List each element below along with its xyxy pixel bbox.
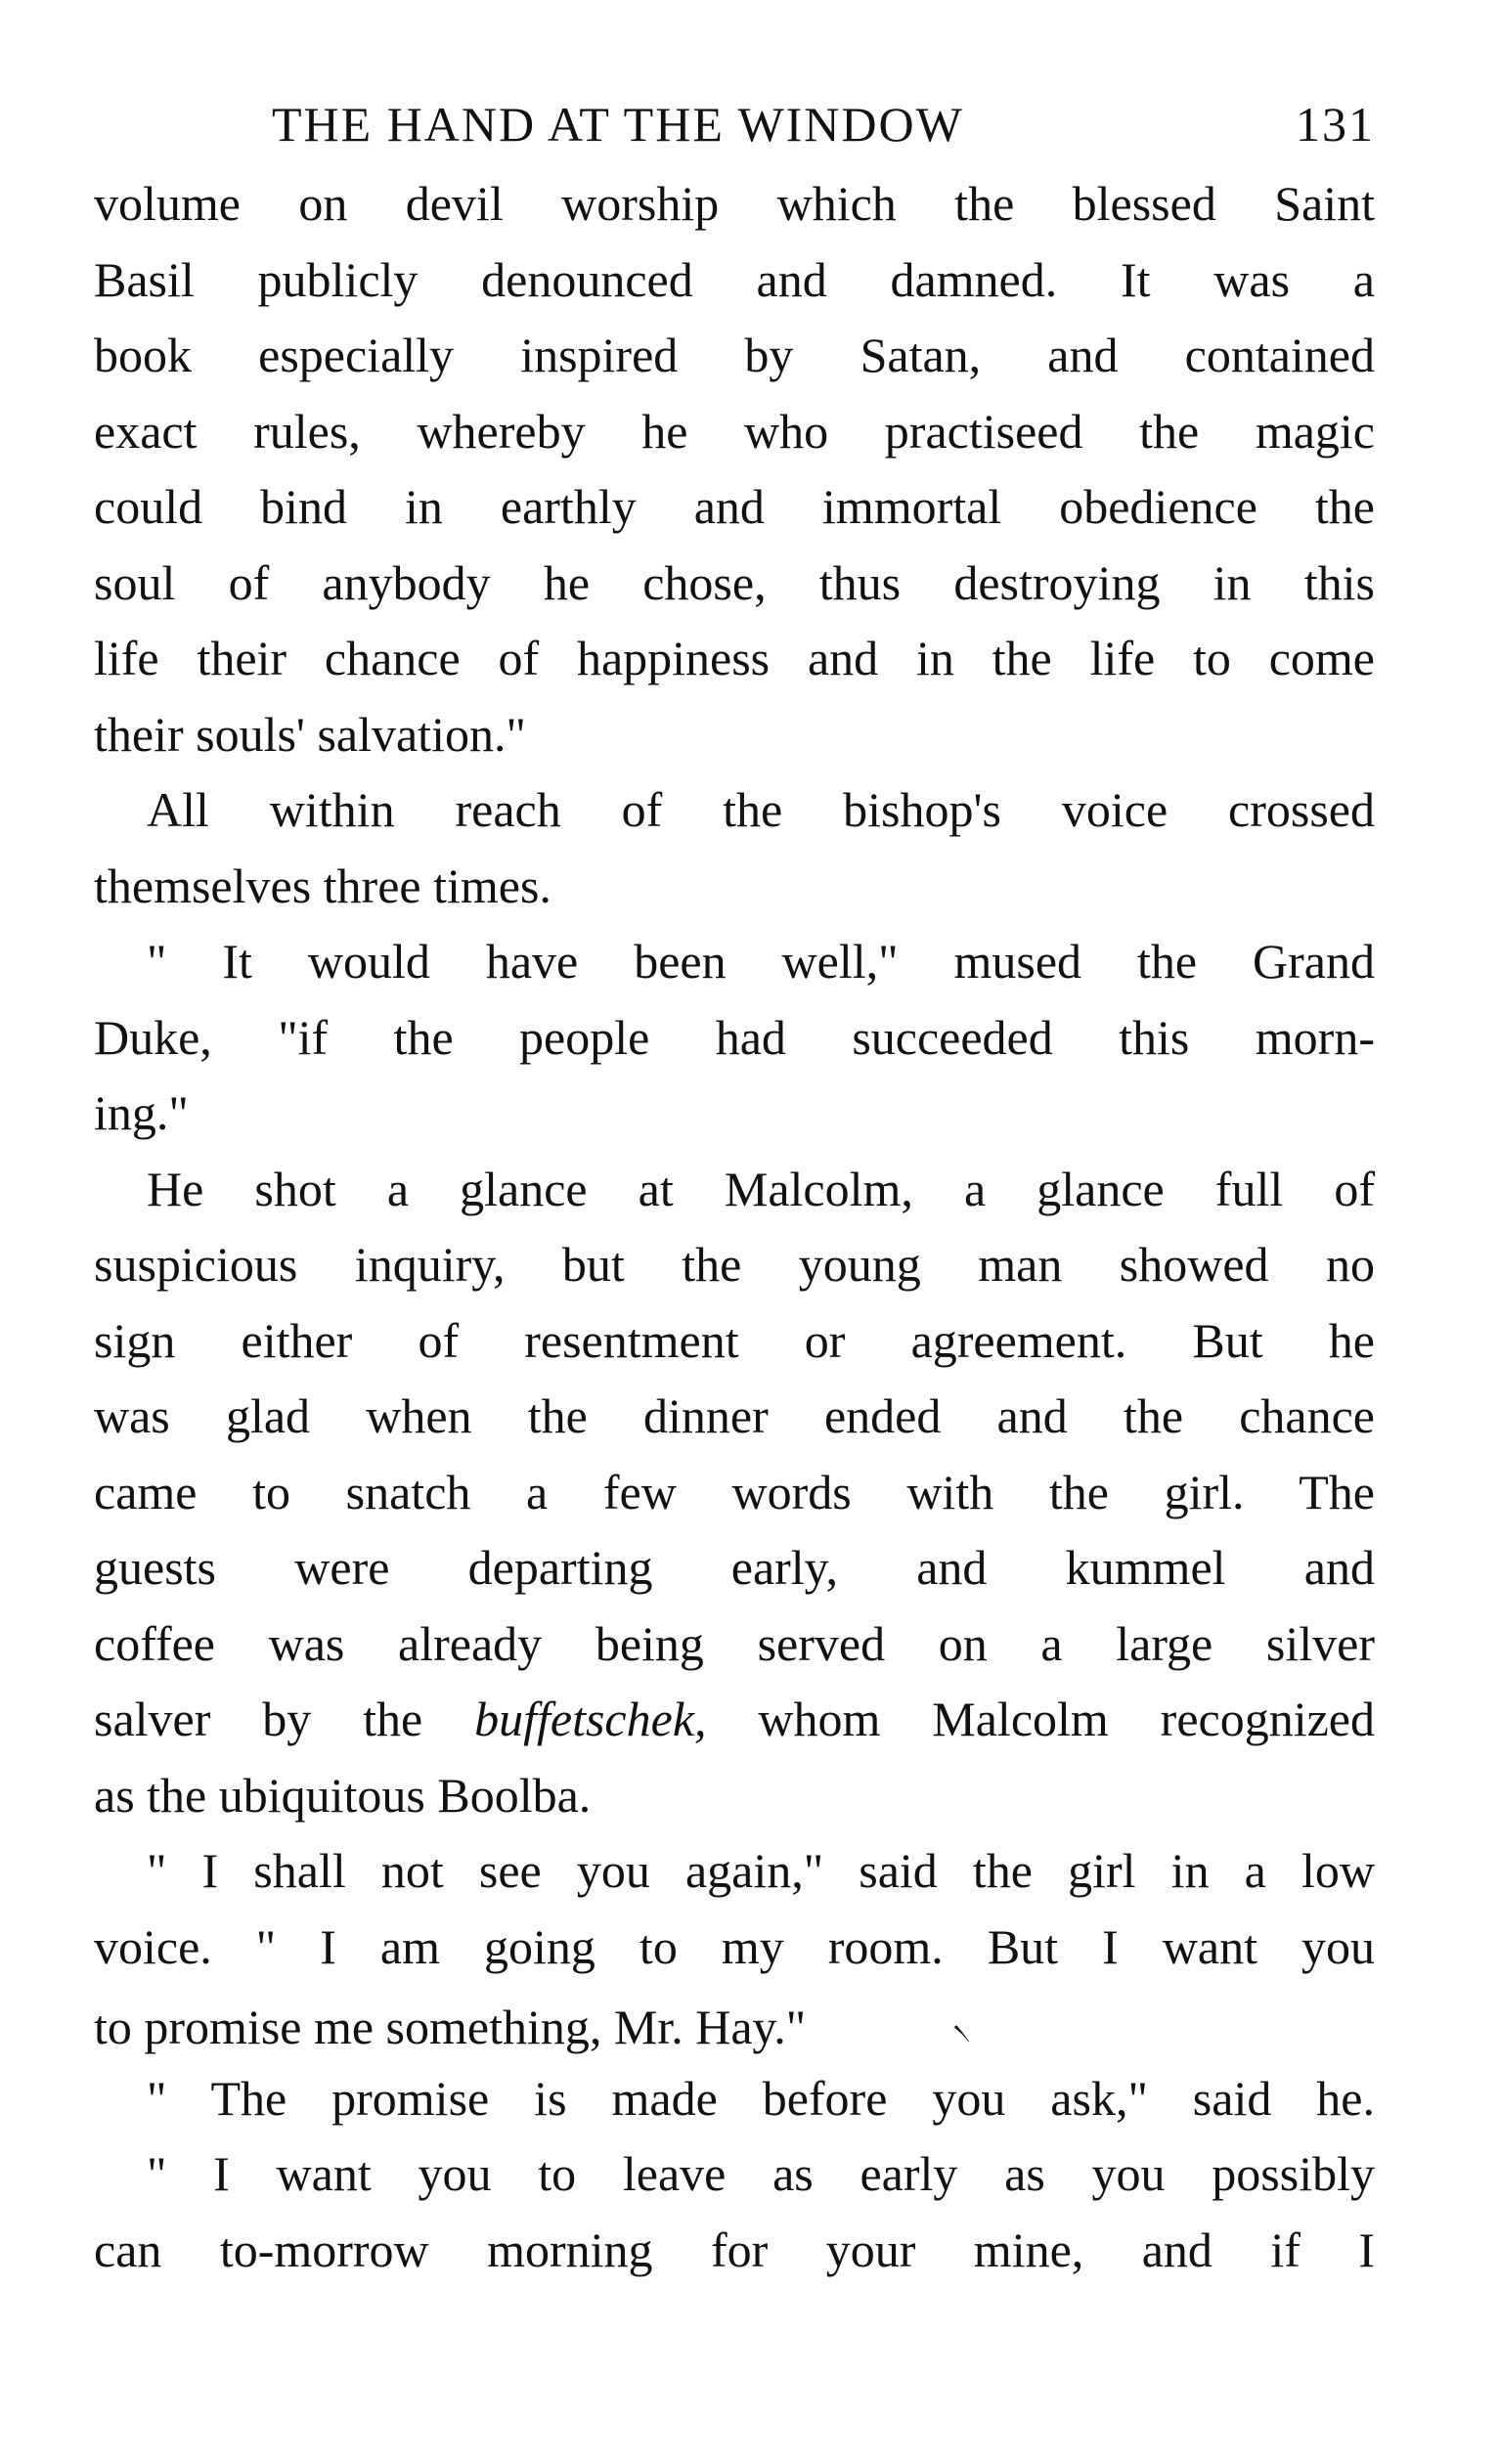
text-line: He shot a glance at Malcolm, a glance full of — [147, 1161, 1375, 1216]
text-line — [94, 1985, 1375, 2061]
running-head — [94, 88, 1375, 166]
text-line: their souls' salvation." — [94, 706, 526, 762]
text-line: " The promise is made before you ask," said he. — [147, 2070, 1375, 2126]
text-line: " I shall not see you again," said the girl in a low — [147, 1843, 1375, 1898]
page-number: 131 — [1296, 97, 1375, 152]
text-line: coffee was already being served on a large silver — [94, 1615, 1375, 1671]
text-line: " I want you to leave as early as you possibly — [147, 2146, 1375, 2201]
italic-word: buffetschek, — [474, 1692, 707, 1746]
body-text — [94, 166, 1375, 2288]
text-line: guests were departing early, and kummel and — [94, 1540, 1375, 1595]
text-line: was glad when the dinner ended and the chance — [94, 1388, 1375, 1443]
text-segment: salver by the — [94, 1692, 475, 1746]
text-line: can to-morrow morning for your mine, and if I — [94, 2222, 1375, 2277]
text-line: life their chance of happiness and in the life to come — [94, 631, 1375, 685]
text-line: " It would have been well," mused the Grand — [147, 934, 1375, 989]
text-segment: whom Malcolm recognized — [706, 1692, 1375, 1746]
text-line: volume on devil worship which the blessed Saint — [94, 176, 1375, 231]
text-line: came to snatch a few words with the girl. The — [94, 1464, 1375, 1519]
text-line: book especially inspired by Satan, and contained — [94, 328, 1375, 382]
text-line: Duke, "if the people had succeeded this morn- — [94, 1009, 1375, 1065]
text-line: as the ubiquitous Boolba. — [94, 1767, 592, 1823]
book-page — [94, 88, 1375, 2288]
text-line: ing." — [94, 1085, 189, 1140]
text-line: All within reach of the bishop's voice crossed — [147, 782, 1375, 837]
text-line: exact rules, whereby he who practiseed the magic — [94, 403, 1375, 459]
stray-mark: ৲ — [952, 2006, 971, 2039]
running-title: THE HAND AT THE WINDOW — [272, 97, 964, 152]
text-line: themselves three times. — [94, 858, 551, 913]
text-line: Basil publicly denounced and damned. It was a — [94, 251, 1375, 307]
text-line: sign either of resentment or agreement. But he — [94, 1312, 1375, 1368]
text-line — [94, 1682, 1375, 1758]
text-line: voice. " I am going to my room. But I want you — [94, 1918, 1375, 1974]
text-segment: to promise me something, Mr. Hay." — [94, 2000, 807, 2054]
text-line: suspicious inquiry, but the young man showed no — [94, 1237, 1375, 1292]
text-line: could bind in earthly and immortal obedience the — [94, 479, 1375, 534]
text-line: soul of anybody he chose, thus destroying in this — [94, 554, 1375, 610]
